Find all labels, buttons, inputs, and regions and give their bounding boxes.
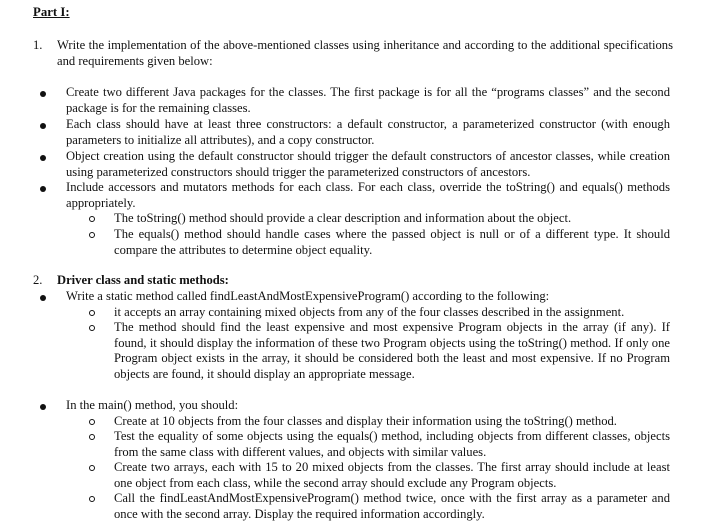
bullet-item <box>40 85 670 116</box>
bullet-icon <box>40 155 46 161</box>
item-number: 1. <box>33 38 43 52</box>
bullet-item <box>40 289 670 305</box>
bullet-item <box>40 180 670 211</box>
sub-bullet-text: Test the equality of some objects using the equals() method, including objects from different classes, objects from the same class with different values, and objects with similar values. <box>114 429 670 459</box>
bullet-icon <box>40 91 46 97</box>
circle-bullet-icon <box>89 310 95 316</box>
sub-bullet-text: Create two arrays, each with 15 to 20 mixed objects from the classes. The first array should include at least one object from each class, while the second array should exclude any Program objects. <box>114 460 670 490</box>
sub-bullet-item <box>89 414 670 430</box>
numbered-item-2 <box>33 273 673 289</box>
sub-bullet-item <box>89 460 670 491</box>
item-number: 2. <box>33 273 43 287</box>
circle-bullet-icon <box>89 496 95 502</box>
circle-bullet-icon <box>89 434 95 440</box>
sub-bullet-text: Create at 10 objects from the four classes and display their information using the toString() method. <box>114 414 617 428</box>
sub-bullet-text: The toString() method should provide a clear description and information about the object. <box>114 211 572 225</box>
bullet-item <box>40 149 670 180</box>
sub-bullet-text: The method should find the least expensive and most expensive Program objects in the array (if any). If found, it should display the information of these two Program objects using the toString() method. If only one Program object exists in the array, it should be considered both the least and most expensive. If no Program objects are found, it should display an appropriate message. <box>114 320 670 381</box>
sub-bullet-item <box>89 211 670 227</box>
item-text: Write the implementation of the above-mentioned classes using inheritance and according to the additional specifications and requirements given below: <box>57 38 673 68</box>
bullet-text: Write a static method called findLeastAndMostExpensiveProgram() according to the following: <box>66 289 550 303</box>
bullet-icon <box>40 295 46 301</box>
circle-bullet-icon <box>89 216 95 222</box>
circle-bullet-icon <box>89 419 95 425</box>
bullet-item <box>40 398 670 414</box>
bullet-icon <box>40 123 46 129</box>
numbered-item-1 <box>33 38 673 69</box>
bullet-text: Create two different Java packages for the classes. The first package is for all the “programs classes” and the second package is for the remaining classes. <box>66 85 670 115</box>
circle-bullet-icon <box>89 325 95 331</box>
sub-bullet-item <box>89 320 670 382</box>
bullet-item <box>40 117 670 148</box>
sub-bullet-text: Call the findLeastAndMostExpensiveProgram() method twice, once with the first array as a parameter and once with the second array. Display the required information accordingly. <box>114 491 670 521</box>
circle-bullet-icon <box>89 465 95 471</box>
bullet-text: Object creation using the default constructor should trigger the default constructors of ancestor classes, while creation using parameterized constructors should trigger the parameterized constructors of ancestors. <box>66 149 670 179</box>
bullet-text: Include accessors and mutators methods for each class. For each class, override the toString() and equals() methods appropriately. <box>66 180 670 210</box>
sub-bullet-item <box>89 429 670 460</box>
bullet-icon <box>40 186 46 192</box>
sub-bullet-text: it accepts an array containing mixed objects from any of the four classes described in the assignment. <box>114 305 625 319</box>
sub-bullet-text: The equals() method should handle cases where the passed object is null or of a different type. It should compare the attributes to determine object equality. <box>114 227 670 257</box>
sub-bullet-item <box>89 305 670 321</box>
circle-bullet-icon <box>89 232 95 238</box>
item-title: Driver class and static methods: <box>57 273 229 287</box>
part-title: Part I: <box>33 5 70 19</box>
bullet-text: Each class should have at least three constructors: a default constructor, a parameterized constructor (with enough parameters to initialize all attributes), and a copy constructor. <box>66 117 670 147</box>
sub-bullet-item <box>89 491 670 522</box>
bullet-text: In the main() method, you should: <box>66 398 239 412</box>
bullet-icon <box>40 404 46 410</box>
sub-bullet-item <box>89 227 670 258</box>
